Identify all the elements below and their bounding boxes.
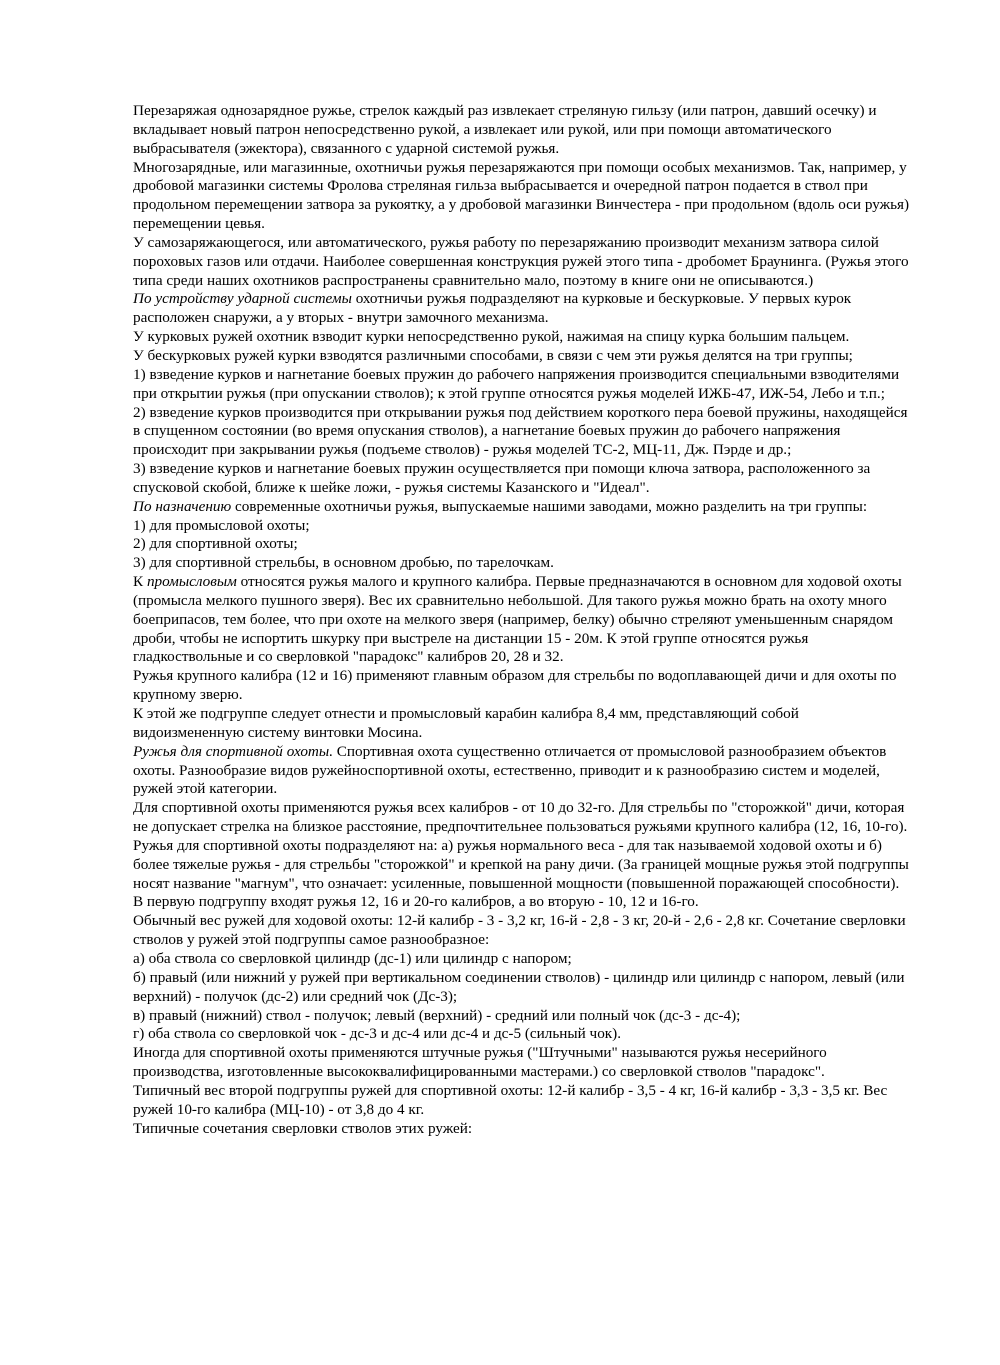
paragraph-20-text: В первую подгруппу входят ружья 12, 16 и 20-го калибров, а во вторую - 10, 12 и 16-го. xyxy=(133,893,699,911)
paragraph-12 xyxy=(133,535,913,554)
paragraph-5-text: У курковых ружей охотник взводит курки непосредственно рукой, нажимая на спицу курка большим пальцем. xyxy=(133,328,850,346)
paragraph-28-text: Типичные сочетания сверловки стволов этих ружей: xyxy=(133,1119,473,1137)
paragraph-7 xyxy=(133,366,913,404)
paragraph-24-text: в) правый (нижний) ствол - получок; левый (верхний) - средний или полный чок (дс-3 - дс-4); xyxy=(133,1006,741,1024)
paragraph-4 xyxy=(133,290,913,328)
paragraph-17-italic-lead: Ружья для спортивной охоты. xyxy=(133,742,333,760)
paragraph-8 xyxy=(133,404,913,461)
paragraph-5 xyxy=(133,328,913,347)
paragraph-20 xyxy=(133,893,913,912)
paragraph-13 xyxy=(133,554,913,573)
paragraph-15-text: Ружья крупного калибра (12 и 16) применяют главным образом для стрельбы по водоплавающей дичи и для охоты по крупному зверю. xyxy=(133,667,897,704)
paragraph-18-text: Для спортивной охоты применяются ружья всех калибров - от 10 до 32-го. Для стрельбы по "сторожкой" дичи, которая не допускает стрелка на близкое расстояние, предпочтительнее пользоваться ружьями крупного калибра (12, 16, 10-го). xyxy=(133,799,908,836)
paragraph-18 xyxy=(133,799,913,837)
paragraph-13-text: 3) для спортивной стрельбы, в основном дробью, по тарелочкам. xyxy=(133,554,554,572)
paragraph-21 xyxy=(133,912,913,950)
paragraph-15 xyxy=(133,667,913,705)
paragraph-9-text: 3) взведение курков и нагнетание боевых пружин осуществляется при помощи ключа затвора, расположенного за спусковой скобой, ближе к шейке ложи, - ружья системы Казанского и "Идеал". xyxy=(133,460,871,496)
paragraph-19-text: Ружья для спортивной охоты подразделяют на: а) ружья нормального веса - для так называемой ходовой охоты и б) более тяжелые ружья - для стрельбы "сторожкой" и крепкой на рану дичи. (За границей мощные ружья этой подгруппы носят название "магнум", что означает: усиленные, повышенной мощности (повышенной поражающей способности). xyxy=(133,836,909,892)
paragraph-26 xyxy=(133,1044,913,1082)
paragraph-8-text: 2) взведение курков производится при открывании ружья под действием короткого пера боевой пружины, находящейся в спущенном состоянии (во время опускания стволов), а нагнетание боевых пружин до рабочего напряжения происходит при закрывании ружья (подъеме стволов) - ружья моделей ТС-2, МЦ-11, Дж. Пэрде и др.; xyxy=(133,403,908,459)
paragraph-2 xyxy=(133,159,913,234)
paragraph-3-text: У самозаряжающегося, или автоматического, ружья работу по перезаряжанию производит механизм затвора силой пороховых газов или отдачи. Наиболее совершенная конструкция ружей этого типа - дробомет Браунинга. (Ружья этого типа среди наших охотников распространены сравнительно мало, поэтому в книге они не описываются.) xyxy=(133,233,909,289)
paragraph-17-text: Спортивная охота существенно отличается от промысловой разнообразием объектов охоты. Разнообразие видов ружейноспортивной охоты, естественно, приводит и к разнообразию систем и моделей, ружей этой категории. xyxy=(133,742,887,798)
paragraph-3 xyxy=(133,234,913,291)
paragraph-7-text: 1) взведение курков и нагнетание боевых пружин до рабочего напряжения производится специальными взводителями при открытии ружья (при опускании стволов); к этой группе относятся ружья моделей ИЖБ-47, ИЖ-54, Лебо и т.п.; xyxy=(133,365,900,402)
paragraph-14-text: относятся ружья малого и крупного калибра. Первые предназначаются в основном для ходовой охоты (промысла мелкого пушного зверя). Вес их сравнительно небольшой. Для такого ружья можно брать на охоту много боеприпасов, тем более, что при охоте на мелкого зверя (например, белку) обычно стреляют уменьшенным снарядом дроби, чтобы не испортить шкурку при выстреле на дистанции 15 - 20м. К этой группе относятся ружья гладкоствольные и со сверловкой "парадокс" калибров 20, 28 и 32. xyxy=(133,573,902,666)
paragraph-10 xyxy=(133,498,913,517)
paragraph-14 xyxy=(133,573,913,667)
paragraph-10-text: современные охотничьи ружья, выпускаемые нашими заводами, можно разделить на три группы: xyxy=(231,497,868,515)
document-body xyxy=(133,102,913,1138)
paragraph-11 xyxy=(133,517,913,536)
paragraph-26-text: Иногда для спортивной охоты применяются штучные ружья ("Штучными" называются ружья несерийного производства, изготовленные высококвалифицированными мастерами.) со сверловкой стволов "парадокс". xyxy=(133,1044,827,1081)
paragraph-1-text: Перезаряжая однозарядное ружье, стрелок каждый раз извлекает стреляную гильзу (или патрон, давший осечку) и вкладывает новый патрон непосредственно рукой, а извлекает или рукой, или при помощи автоматического выбрасывателя (эжектора), связанного с ударной системой ружья. xyxy=(133,102,877,157)
paragraph-12-text: 2) для спортивной охоты; xyxy=(133,535,298,553)
paragraph-19 xyxy=(133,837,913,894)
paragraph-22 xyxy=(133,950,913,969)
paragraph-27 xyxy=(133,1082,913,1120)
paragraph-10-italic-lead: По назначению xyxy=(133,497,232,515)
paragraph-4-text: охотничьи ружья подразделяют на курковые и бескурковые. У первых курок расположен снаружи, а у вторых - внутри замочного механизма. xyxy=(133,290,852,327)
paragraph-17 xyxy=(133,743,913,800)
paragraph-6 xyxy=(133,347,913,366)
paragraph-14-prefix: К xyxy=(133,573,147,591)
paragraph-11-text: 1) для промысловой охоты; xyxy=(133,516,310,534)
paragraph-14-italic-lead: промысловым xyxy=(146,573,237,591)
paragraph-4-italic-lead: По устройству ударной системы xyxy=(133,290,352,308)
paragraph-6-text: У бескурковых ружей курки взводятся различными способами, в связи с чем эти ружья делятся на три группы; xyxy=(133,346,853,364)
paragraph-27-text: Типичный вес второй подгруппы ружей для спортивной охоты: 12-й калибр - 3,5 - 4 кг, 16-й калибр - 3,3 - 3,5 кг. Вес ружей 10-го калибра (МЦ-10) - от 3,8 до 4 кг. xyxy=(133,1081,888,1118)
paragraph-16 xyxy=(133,705,913,743)
paragraph-25 xyxy=(133,1025,913,1044)
paragraph-16-text: К этой же подгруппе следует отнести и промысловый карабин калибра 8,4 мм, представляющий собой видоизмененную систему винтовки Мосина. xyxy=(133,705,799,741)
paragraph-9 xyxy=(133,460,913,498)
paragraph-1 xyxy=(133,102,913,159)
paragraph-22-text: а) оба ствола со сверловкой цилиндр (дс-1) или цилиндр с напором; xyxy=(133,949,572,967)
paragraph-24 xyxy=(133,1007,913,1026)
paragraph-25-text: г) оба ствола со сверловкой чок - дс-3 и дс-4 или дс-4 и дс-5 (сильный чок). xyxy=(133,1025,622,1043)
paragraph-2-text: Многозарядные, или магазинные, охотничьи ружья перезаряжаются при помощи особых механизмов. Так, например, у дробовой магазинки системы Фролова стреляная гильза выбрасывается и очередной патрон подается в ствол при продольном перемещении затвора за рукоятку, а у дробовой магазинки Винчестера - при продольном (вдоль оси ружья) перемещении цевья. xyxy=(133,158,910,233)
paragraph-23 xyxy=(133,969,913,1007)
paragraph-21-text: Обычный вес ружей для ходовой охоты: 12-й калибр - 3 - 3,2 кг, 16-й - 2,8 - 3 кг, 20-й - 2,6 - 2,8 кг. Сочетание сверловки стволов у ружей этой подгруппы самое разнообразное: xyxy=(133,912,906,949)
paragraph-28 xyxy=(133,1120,913,1139)
paragraph-23-text: б) правый (или нижний у ружей при вертикальном соединении стволов) - цилиндр или цилиндр с напором, левый (или верхний) - получок (дс-2) или средний чок (Дс-3); xyxy=(133,968,905,1005)
